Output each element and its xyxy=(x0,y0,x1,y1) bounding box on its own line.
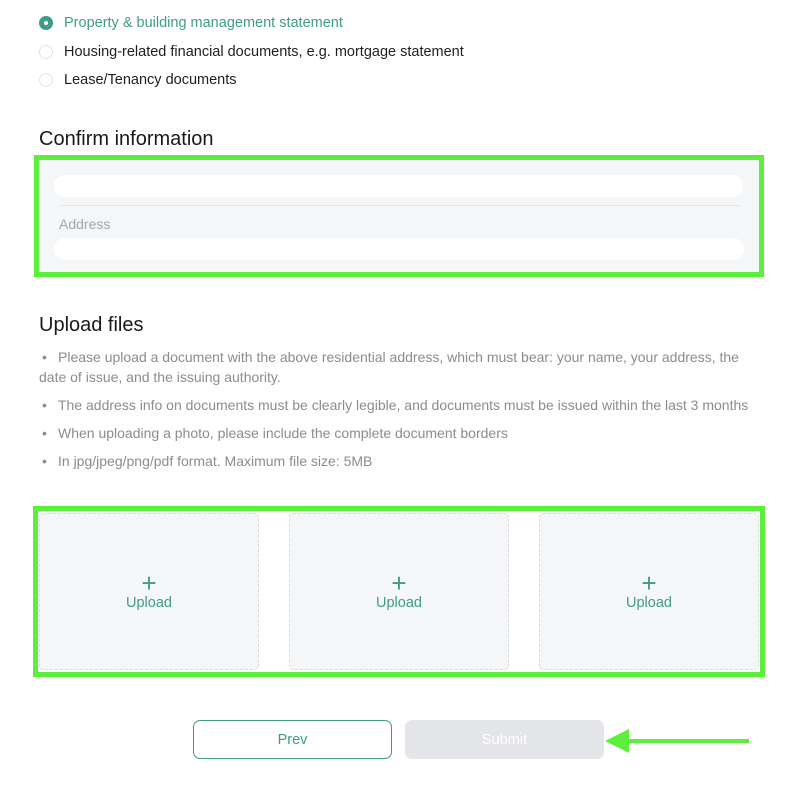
confirm-information-panel xyxy=(39,160,759,272)
radio-label: Lease/Tenancy documents xyxy=(64,72,237,89)
upload-tiles-highlight xyxy=(33,506,765,677)
instruction-item: • In jpg/jpeg/png/pdf format. Maximum file size: 5MB xyxy=(39,451,759,471)
radio-checked-icon[interactable] xyxy=(39,16,53,30)
confirm-information-heading: Confirm information xyxy=(39,128,214,150)
upload-label: Upload xyxy=(626,594,672,611)
annotation-arrow-icon xyxy=(603,726,751,756)
radio-label: Property & building management statement xyxy=(64,15,343,32)
submit-button[interactable]: Submit xyxy=(405,720,604,759)
instruction-item: • The address info on documents must be clearly legible, and documents must be issued within the last 3 months xyxy=(39,395,759,415)
document-type-radio-group xyxy=(39,9,464,95)
bullet-icon: • xyxy=(42,349,47,365)
upload-label: Upload xyxy=(376,594,422,611)
radio-option-property-statement[interactable] xyxy=(39,9,464,38)
bullet-icon: • xyxy=(42,425,47,441)
upload-tile-2[interactable] xyxy=(289,513,509,670)
radio-label: Housing-related financial documents, e.g. mortgage statement xyxy=(64,43,464,60)
prev-button[interactable]: Prev xyxy=(193,720,392,759)
radio-unchecked-icon[interactable] xyxy=(39,45,53,59)
address-label: Address xyxy=(59,216,111,232)
radio-option-financial-documents[interactable] xyxy=(39,38,464,67)
plus-icon: + xyxy=(391,567,407,598)
radio-option-lease-documents[interactable] xyxy=(39,66,464,95)
upload-label: Upload xyxy=(126,594,172,611)
plus-icon: + xyxy=(641,567,657,598)
confirm-information-highlight xyxy=(34,155,764,277)
name-input[interactable] xyxy=(54,175,743,197)
upload-tile-1[interactable] xyxy=(39,513,259,670)
plus-icon: + xyxy=(141,567,157,598)
radio-unchecked-icon[interactable] xyxy=(39,73,53,87)
bullet-icon: • xyxy=(42,397,47,413)
instruction-item: • When uploading a photo, please include the complete document borders xyxy=(39,423,759,443)
address-input[interactable] xyxy=(54,238,744,260)
upload-instructions xyxy=(39,347,759,479)
upload-files-heading: Upload files xyxy=(39,314,144,336)
upload-tile-3[interactable] xyxy=(539,513,759,670)
instruction-item: • Please upload a document with the above residential address, which must bear: your name, your address, the date of issue, and the issuing authority. xyxy=(39,349,739,385)
bullet-icon: • xyxy=(42,453,47,469)
divider xyxy=(59,205,740,206)
